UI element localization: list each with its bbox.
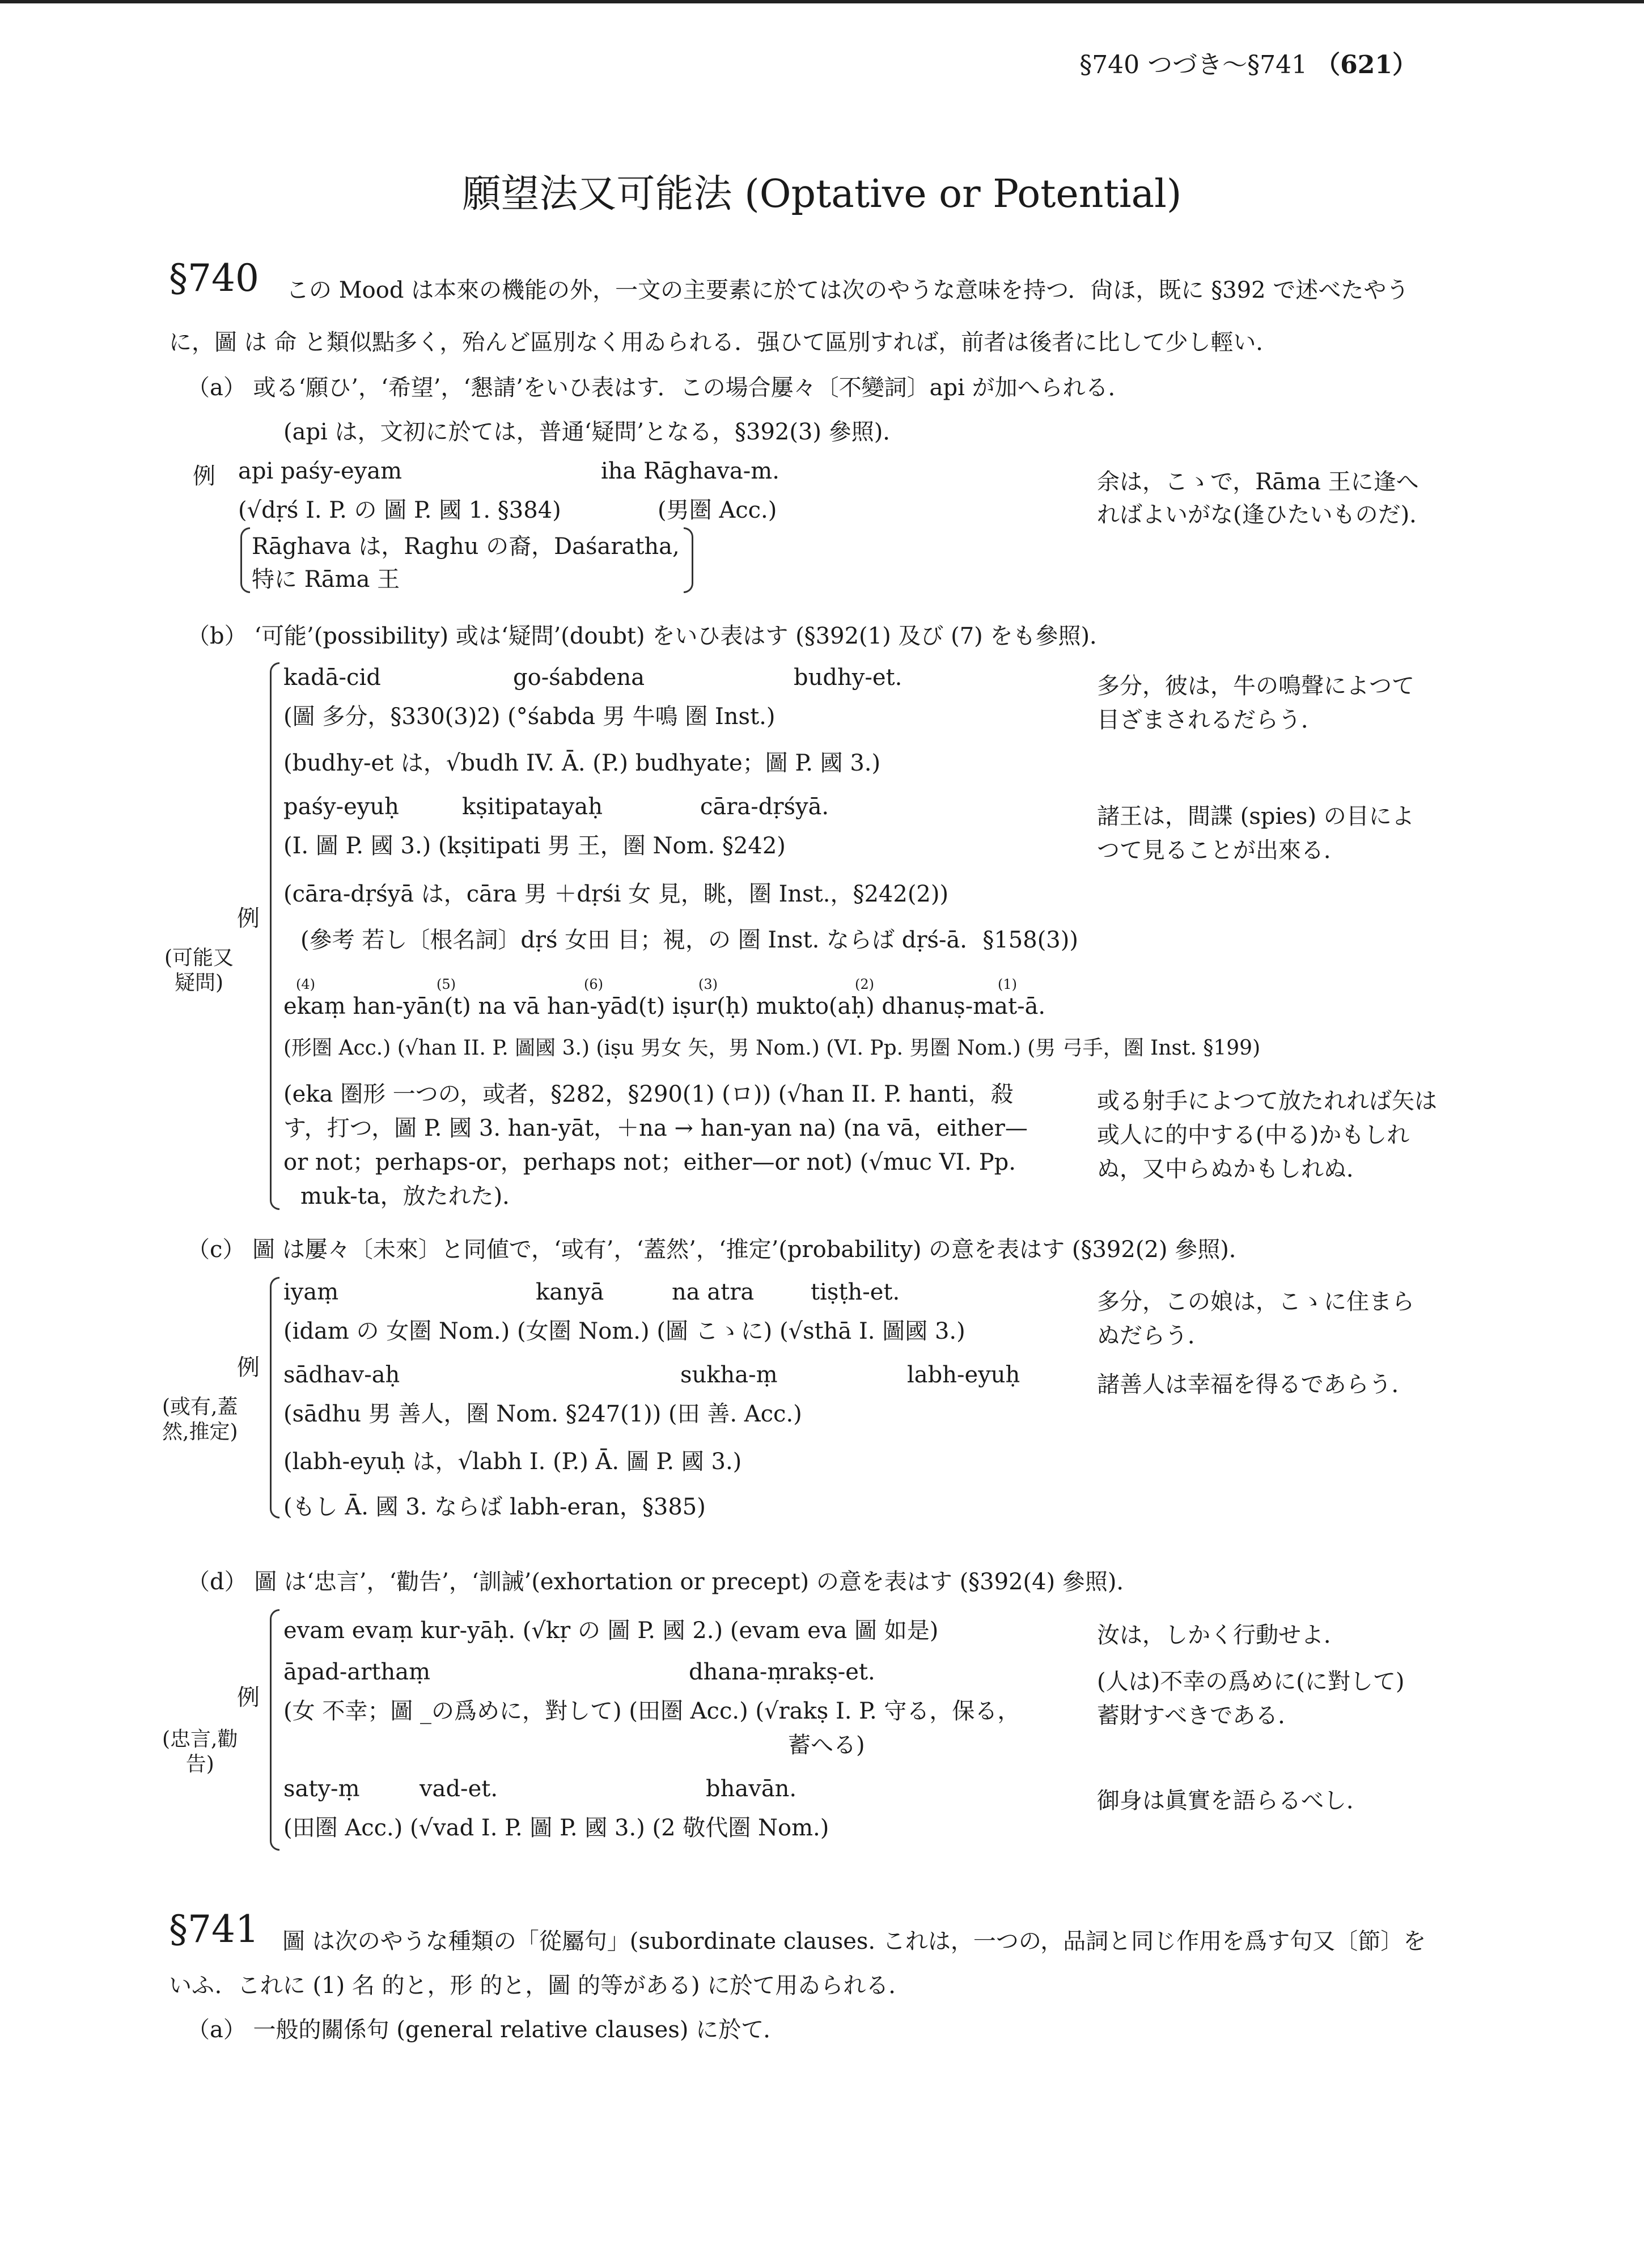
ex-a-line2-right: (男圏 Acc.) — [658, 497, 777, 523]
s740-b-heading: （b） ‘可能’(possibility) 或は‘疑問’(doubt) をいひ表はす (§392(1) 及び (7) をも參照)． — [187, 623, 1113, 649]
ex-c-1-gloss: (idam の 女圏 Nom.) (女圏 Nom.) (圖 こゝに) (√sthā I. 圖國 3.) — [283, 1318, 965, 1344]
ex-d-3-gloss: (田圏 Acc.) (√vad I. P. 圖 P. 國 3.) (2 敬代圏 Nom.) — [283, 1815, 829, 1841]
example-d-side-label: (忠言,勸 告) — [162, 1728, 238, 1776]
ex-b-3-translation-3: ぬ，又中らぬかもしれぬ． — [1097, 1156, 1369, 1182]
ex-b-1-gloss: (圖 多分，§330(3)2) (°śabda 男 牛鳴 圏 Inst.) — [283, 704, 776, 730]
s740-intro-line1: この Mood は本來の機能の外，一文の主要素に於ては次のやうな意味を持つ．尙ほ，既に §392 で述べたやう — [286, 277, 1409, 303]
ex-a-line1-right: iha Rāghava-m. — [601, 458, 779, 484]
ex-b-1-translation-1: 多分，彼は，牛の鳴聲によつて — [1097, 673, 1414, 699]
ex-c-2-word2: sukha-ṃ — [680, 1362, 778, 1388]
ex-b-1-translation-2: 目ざまされるだらう． — [1097, 707, 1324, 733]
ex-a-translation-1: 余は，こゝで，Rāma 王に逢へ — [1097, 469, 1419, 495]
ex-a-line2-left: (√dṛś I. P. の 圖 P. 國 1. §384) — [238, 497, 561, 523]
ex-d-2-gloss: (女 不幸；圖 _の爲めに，對して) (田圏 Acc.) (√rakṣ I. P. 守る，保る， — [283, 1698, 1020, 1724]
ex-b-bracket — [270, 662, 279, 1210]
ex-b-3-sentence: ekaṃ han-yān(t) na vā han-yād(t) iṣur(ḥ) mukto(aḥ) dhanuṣ-mat-ā. — [283, 993, 1046, 1019]
running-header — [1079, 44, 1417, 81]
ex-d-2-translation-1: (人は)不幸の爲めに(に對して) — [1097, 1669, 1405, 1695]
ex-c-1-word4: tiṣṭh-et. — [811, 1279, 900, 1305]
s741-line1: 圖 は次のやうな種類の「從屬句」(subordinate clauses. これは，一つの，品詞と同じ作用を爲す句又〔節〕を — [282, 1928, 1426, 1954]
ex-c-2-note-2: (もし Ā. 國 3. ならば labh-eran，§385) — [283, 1494, 706, 1520]
ex-b-3-note-2: す，打つ，圖 P. 國 3. han-yāt，＋na → han-yan na) (na vā，either— — [283, 1115, 1028, 1141]
ex-c-1-translation-1: 多分，この娘は，こゝに住まら — [1097, 1289, 1414, 1315]
example-a-label: 例 — [193, 463, 215, 489]
s741-a-heading: （a） 一般的關係句 (general relative clauses) に於て． — [187, 2017, 786, 2043]
ex-c-2-note-1: (labh-eyuḥ は，√labh I. (P.) Ā. 圖 P. 國 3.) — [283, 1449, 742, 1475]
ex-b-3-note-3: or not；perhaps-or，perhaps not；either—or not) (√muc VI. Pp. — [283, 1149, 1016, 1175]
ex-b-2-word1: paśy-eyuḥ — [283, 794, 399, 820]
s740-d-heading: （d） 圖 は‘忠言’，‘勸告’，‘訓誡’(exhortation or precept) の意を表はす (§392(4) 參照)． — [187, 1569, 1139, 1595]
s741-line2: いふ．これに (1) 名 的と，形 的と，圖 的等がある) に於て用ゐられる． — [169, 1973, 912, 1999]
example-c-side-label: (或有,蓋 然,推定) — [162, 1395, 238, 1444]
ex-d-2-word2: dhana-ṃ — [689, 1659, 789, 1685]
word-order-3: (3) — [698, 976, 718, 992]
ex-b-2-word3: cāra-dṛśyā. — [700, 794, 829, 820]
section-range: §740 つづき〜§741 — [1079, 50, 1308, 79]
word-order-6: (6) — [584, 976, 603, 992]
ex-b-1-note: (budhy-et は，√budh IV. Ā. (P.) budhyate；圖 P. 國 3.) — [283, 750, 881, 776]
section-740-mark: §740 — [169, 256, 259, 300]
ex-a-gloss-line1: Rāghava は，Raghu の裔，Daśaratha, — [252, 534, 680, 560]
ex-c-1-word3: na atra — [672, 1279, 755, 1305]
ex-d-1-sentence: evam evaṃ kur-yāḥ. (√kṛ の 圖 P. 國 2.) (evam eva 圖 如是) — [283, 1618, 939, 1644]
s740-a-note: (api は，文初に於ては，普通‘疑問’となる，§392(3) 參照)． — [283, 419, 906, 445]
ex-d-2-word3: rakṣ-et. — [788, 1659, 875, 1685]
ex-d-3-word3: bhavān. — [706, 1776, 797, 1802]
ex-a-line1-left: api paśy-eyam — [238, 458, 402, 484]
ex-c-2-gloss: (sādhu 男 善人，圏 Nom. §247(1)) (田 善. Acc.) — [283, 1401, 802, 1427]
ex-d-2-word1: āpad-arthaṃ — [283, 1659, 431, 1685]
page-title: 願望法又可能法 (Optative or Potential) — [462, 172, 1182, 217]
ex-d-1-translation: 汝は，しかく行動せよ． — [1097, 1622, 1346, 1648]
ex-b-2-translation-1: 諸王は，間諜 (spies) の目によ — [1097, 803, 1414, 830]
example-d-label: 例 — [237, 1685, 260, 1711]
word-order-1: (1) — [998, 976, 1017, 992]
ex-b-2-reference: (參考 若し〔根名詞〕dṛś 女田 目；視，の 圏 Inst. ならば dṛś-ā．§158(3)) — [300, 927, 1078, 953]
ex-b-2-note: (cāra-dṛśyā は，cāra 男 ＋dṛśi 女 見，眺，圏 Inst.，§242(2)) — [283, 881, 949, 907]
ex-c-1-translation-2: ぬだらう． — [1097, 1323, 1210, 1349]
ex-b-3-translation-2: 或人に的中する(中る)かもしれ — [1097, 1122, 1410, 1148]
ex-c-1-word1: iyaṃ — [283, 1279, 339, 1305]
s740-a-heading: （a） 或る‘願ひ’，‘希望’，‘懇請’をいひ表はす．この場合屢々〔不變詞〕api が加へられる． — [187, 375, 1131, 401]
ex-a-bracket-left — [240, 527, 250, 593]
ex-d-3-word2: vad-et. — [420, 1776, 498, 1802]
ex-d-2-translation-2: 蓄財すべきである． — [1097, 1703, 1301, 1729]
ex-c-1-word2: kanyā — [536, 1279, 604, 1305]
ex-b-3-gloss: (形圏 Acc.) (√han II. P. 圖國 3.) (iṣu 男女 矢，男 Nom.) (VI. Pp. 男圏 Nom.) (男 弓手，圏 Inst. §199) — [283, 1036, 1261, 1060]
word-order-2: (2) — [855, 976, 874, 992]
example-c-label: 例 — [237, 1355, 260, 1381]
section-741-mark: §741 — [169, 1907, 259, 1951]
ex-c-bracket — [270, 1277, 279, 1518]
ex-a-gloss-line2: 特に Rāma 王 — [252, 566, 400, 593]
ex-d-3-word1: saty-ṃ — [283, 1776, 360, 1802]
word-order-4: (4) — [296, 976, 315, 992]
ex-b-3-note-1: (eka 圏形 一つの，或者，§282，§290(1) (ロ)) (√han II. P. hanti，殺 — [283, 1081, 1014, 1107]
example-b-side-label: (可能又 疑問) — [164, 946, 234, 995]
ex-b-1-word2: go-śabdena — [513, 665, 645, 691]
page-number: （621） — [1315, 50, 1417, 79]
ex-b-1-word3: budhy-et. — [794, 665, 902, 691]
ex-c-2-word1: sādhav-aḥ — [283, 1362, 400, 1388]
ex-b-2-translation-2: つて見ることが出來る． — [1097, 837, 1346, 864]
ex-b-2-gloss: (I. 圖 P. 國 3.) (kṣitipati 男 王，圏 Nom. §242) — [283, 833, 786, 859]
ex-d-bracket — [270, 1609, 279, 1851]
ex-b-3-note-4: muk-ta，放たれた)． — [300, 1183, 526, 1209]
ex-a-translation-2: ればよいがな(逢ひたいものだ)． — [1097, 502, 1433, 528]
ex-c-2-translation: 諸善人は幸福を得るであらう． — [1097, 1372, 1414, 1398]
word-order-5: (5) — [437, 976, 456, 992]
s740-c-heading: （c） 圖 は屢々〔未來〕と同値で，‘或有’，‘蓋然’，‘推定’(probability) の意を表はす (§392(2) 參照)． — [187, 1237, 1252, 1263]
ex-b-3-translation-1: 或る射手によつて放たれれば矢は — [1097, 1088, 1437, 1114]
ex-a-bracket-right — [684, 527, 693, 593]
ex-d-3-translation: 御身は眞實を語らるべし． — [1097, 1788, 1369, 1814]
example-b-label: 例 — [237, 905, 260, 932]
ex-b-2-word2: kṣitipatayaḥ — [462, 794, 603, 820]
ex-b-1-word1: kadā-cid — [283, 665, 381, 691]
s740-intro-line2: に，圖 は 命 と類似點多く，殆んど區別なく用ゐられる．强ひて區別すれば，前者は後者に比して少し輕い． — [169, 329, 1279, 356]
top-rule — [0, 0, 1644, 3]
ex-d-2-gloss-cont: 蓄へる) — [788, 1732, 865, 1758]
ex-c-2-word3: labh-eyuḥ — [907, 1362, 1020, 1388]
